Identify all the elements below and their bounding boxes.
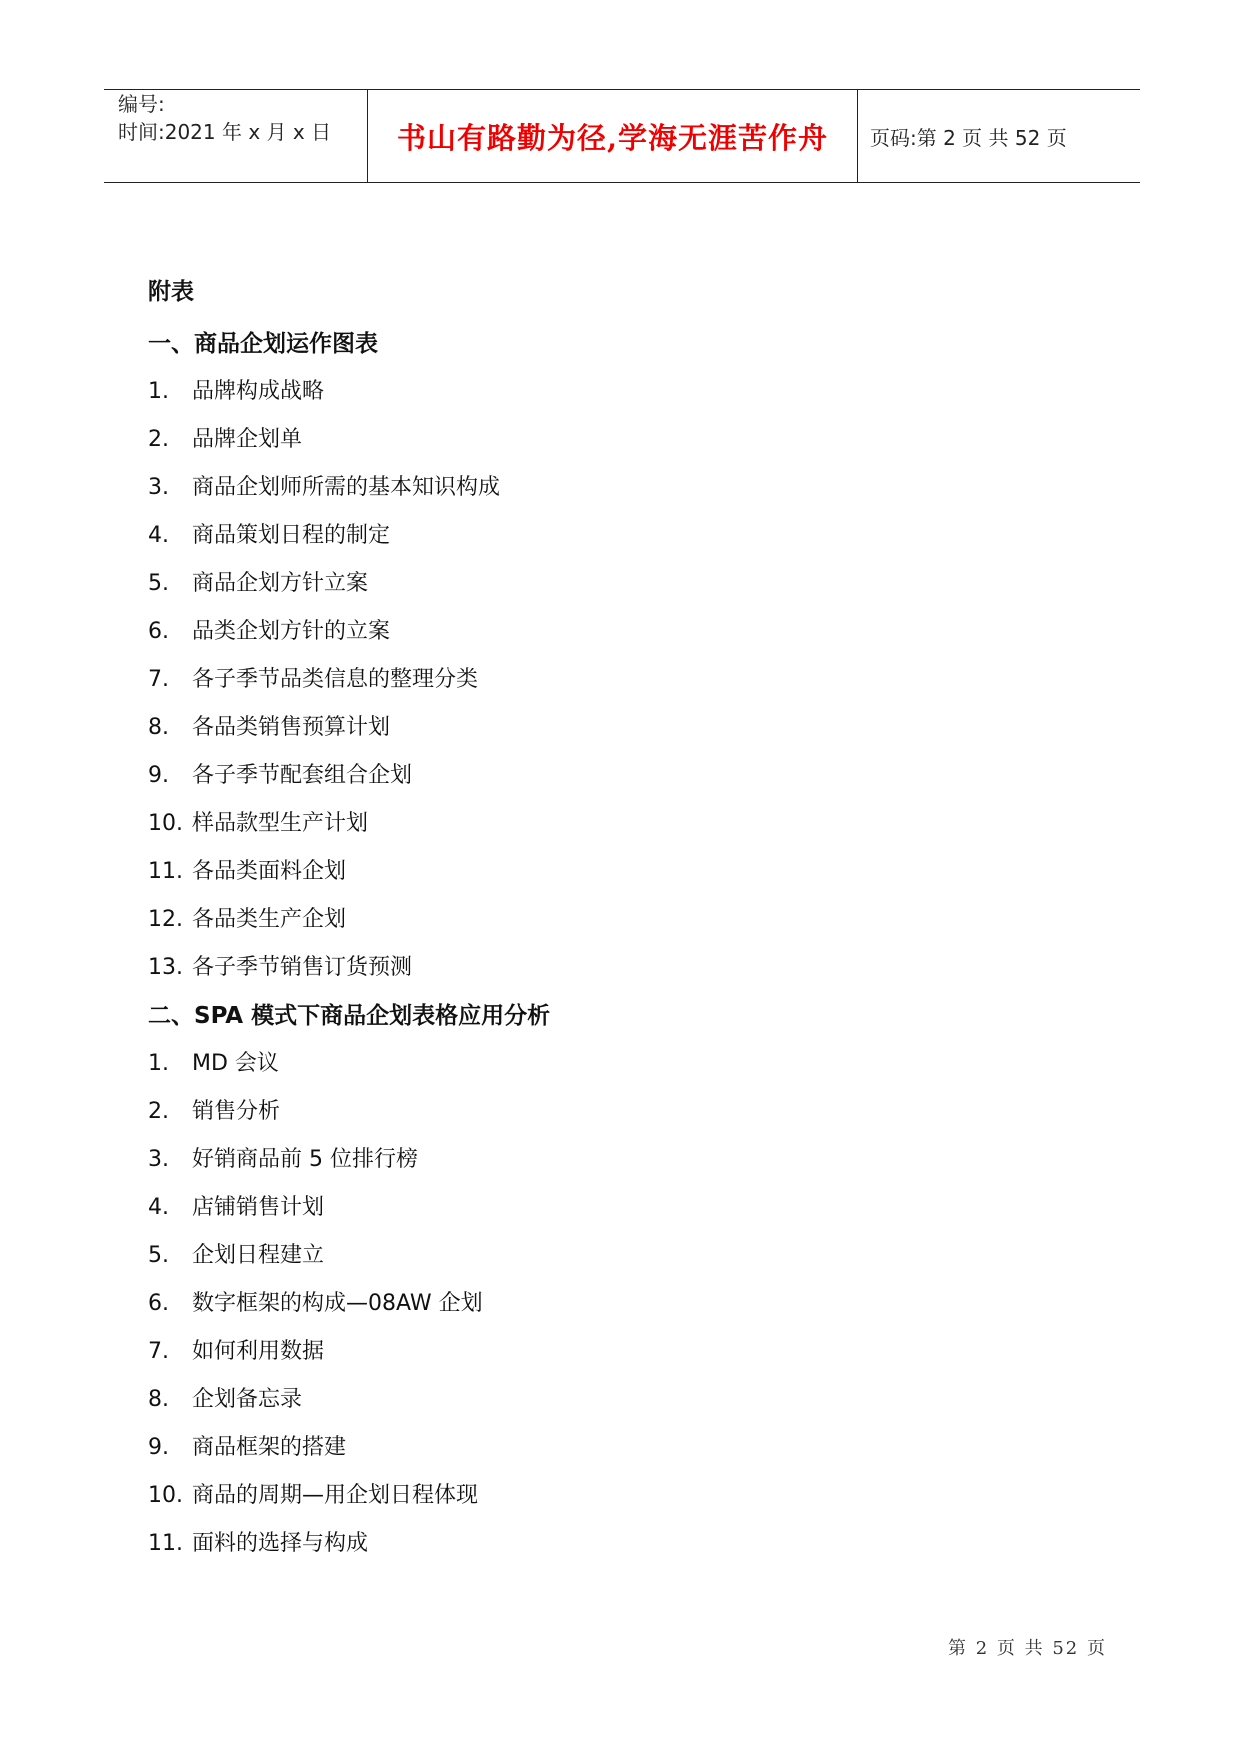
list-item-text: 销售分析 (192, 1099, 281, 1124)
list-item (148, 1192, 324, 1224)
page-code: 页码:第 2 页 共 52 页 (870, 125, 1067, 150)
list-item-number: 7. (148, 1339, 169, 1364)
list-item (148, 1384, 302, 1416)
list-item (148, 1144, 418, 1176)
list-item-text: 各子季节销售订货预测 (192, 955, 413, 980)
header-motto-cell (368, 90, 858, 182)
page-header (104, 89, 1140, 183)
list-item (148, 1096, 280, 1128)
list-item-number: 12. (148, 907, 183, 932)
list-item-text: 好销商品前 5 位排行榜 (192, 1147, 418, 1172)
page-footer: 第 2 页 共 52 页 (948, 1638, 1107, 1659)
list-item (148, 1336, 324, 1368)
header-info-cell (104, 90, 368, 182)
list-item-text: 样品款型生产计划 (192, 811, 369, 836)
list-item (148, 664, 478, 696)
list-item-number: 9. (148, 763, 169, 788)
list-item-number: 11. (148, 859, 183, 884)
list-item-number: 9. (148, 1435, 169, 1460)
list-item-text: 企划备忘录 (192, 1387, 303, 1412)
list-item-text: 各品类生产企划 (192, 907, 347, 932)
list-item-number: 10. (148, 811, 183, 836)
time-label: 时间:2021 年 x 月 x 日 (118, 120, 332, 144)
section-heading: 一、商品企划运作图表 (148, 331, 378, 357)
list-item-text: 各品类销售预算计划 (192, 715, 391, 740)
list-item (148, 952, 412, 984)
list-item (148, 1480, 478, 1512)
list-item-text: 商品的周期—用企划日程体现 (192, 1483, 479, 1508)
section-heading: 二、SPA 模式下商品企划表格应用分析 (148, 1003, 551, 1029)
list-item (148, 616, 390, 648)
list-item-number: 7. (148, 667, 169, 692)
list-item-text: 商品企划方针立案 (192, 571, 369, 596)
list-item-number: 6. (148, 619, 169, 644)
list-item-text: 品牌企划单 (192, 427, 303, 452)
list-item (148, 856, 346, 888)
list-item (148, 376, 324, 408)
motto: 书山有路勤为径,学海无涯苦作舟 (396, 120, 829, 155)
list-item (148, 520, 390, 552)
list-item-number: 8. (148, 715, 169, 740)
list-item (148, 904, 346, 936)
list-item-text: 各子季节配套组合企划 (192, 763, 413, 788)
list-item-text: 企划日程建立 (192, 1243, 325, 1268)
list-item-number: 10. (148, 1483, 183, 1508)
document-title: 附表 (148, 279, 194, 305)
list-item (148, 1048, 279, 1080)
list-item-number: 2. (148, 427, 169, 452)
list-item-text: 各子季节品类信息的整理分类 (192, 667, 479, 692)
list-item-number: 5. (148, 571, 169, 596)
list-item-text: 面料的选择与构成 (192, 1531, 369, 1556)
list-item-number: 1. (148, 1051, 169, 1076)
list-item-number: 4. (148, 1195, 169, 1220)
list-item-text: 商品策划日程的制定 (192, 523, 391, 548)
list-item-number: 1. (148, 379, 169, 404)
list-item-text: 品类企划方针的立案 (192, 619, 391, 644)
list-item-number: 3. (148, 475, 169, 500)
list-item (148, 712, 390, 744)
list-item (148, 472, 500, 504)
list-item (148, 1288, 483, 1320)
list-item-text: 各品类面料企划 (192, 859, 347, 884)
serial-label: 编号: (118, 92, 165, 116)
list-item-number: 3. (148, 1147, 169, 1172)
list-item-text: 数字框架的构成—08AW 企划 (192, 1291, 483, 1316)
list-item (148, 1432, 346, 1464)
list-item (148, 1528, 368, 1560)
list-item (148, 1240, 324, 1272)
header-page-cell (858, 90, 1140, 182)
list-item-number: 4. (148, 523, 169, 548)
list-item (148, 760, 412, 792)
list-item-number: 5. (148, 1243, 169, 1268)
list-item (148, 424, 302, 456)
list-item-text: 商品框架的搭建 (192, 1435, 347, 1460)
list-item (148, 808, 368, 840)
list-item-number: 2. (148, 1099, 169, 1124)
list-item-text: MD 会议 (192, 1051, 279, 1076)
list-item-number: 8. (148, 1387, 169, 1412)
list-item-text: 商品企划师所需的基本知识构成 (192, 475, 501, 500)
list-item-text: 店铺销售计划 (192, 1195, 325, 1220)
list-item (148, 568, 368, 600)
list-item-text: 品牌构成战略 (192, 379, 325, 404)
list-item-text: 如何利用数据 (192, 1339, 325, 1364)
list-item-number: 6. (148, 1291, 169, 1316)
list-item-number: 13. (148, 955, 183, 980)
list-item-number: 11. (148, 1531, 183, 1556)
